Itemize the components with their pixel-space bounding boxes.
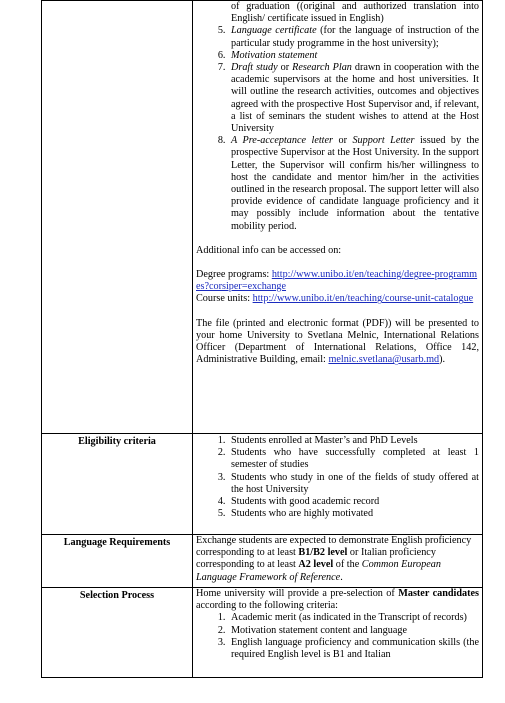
row-label-selection: Selection Process: [42, 588, 193, 678]
file-text: The file (printed and electronic format (PDF)) will be presented to your home University to Svetlana Melnic, International Relations Officer (Department of International Relations, Office 142, Administrative Building, email:: [196, 317, 479, 366]
degree-programs-label: Degree programs:: [196, 269, 272, 281]
documents-list: [196, 25, 479, 232]
text-part: of the: [333, 559, 362, 571]
additional-info-text: Additional info can be accessed on:: [196, 244, 342, 256]
list-item: 5. Students who are highly motivated: [228, 508, 479, 520]
item-emphasis: Language certificate: [231, 25, 317, 37]
text-part: Exchange students are expected to demonstrate English proficiency corresponding to at least: [196, 535, 472, 559]
language-text: [196, 535, 479, 584]
text-bold: B1/B2 level: [298, 547, 348, 559]
list-item: 2. Students who have successfully completed at least 1 semester of studies: [228, 447, 479, 471]
row-label-eligibility: Eligibility criteria: [42, 434, 193, 535]
text-emphasis: Common European Language Framework of Reference: [196, 559, 441, 583]
row-content-language: [193, 535, 483, 588]
list-item: 3. Students who study in one of the fields of study offered at the host University: [228, 472, 479, 496]
course-units-line: [196, 293, 479, 305]
row-content-documents: [193, 1, 483, 434]
eligibility-list: [196, 434, 479, 520]
item-emphasis: Motivation statement: [231, 49, 318, 61]
item-text: (for the language of instruction of the particular study programme in the host university);: [231, 25, 479, 49]
list-item: 4. Students with good academic record: [228, 496, 479, 508]
list-item: 1. Students enrolled at Master’s and PhD Levels: [228, 435, 479, 447]
info-table: [41, 0, 483, 678]
table-row-eligibility: [42, 434, 483, 535]
email-link[interactable]: melnic.svetlana@usarb.md: [328, 354, 440, 366]
selection-criteria-list: [196, 612, 479, 661]
continued-text: of graduation ((original and authorized translation into English/ certificate issued in English): [231, 1, 479, 25]
row-content-selection: [193, 588, 483, 678]
list-item: [228, 135, 479, 233]
item-text: drawn in cooperation with the academic supervisors at the home and host universities. It will outline the research activities, outcomes and objectives agreed with the prospective Host Supervisor and, if relevant, a list of seminars the student wishes to attend at the Host University: [231, 62, 479, 135]
course-units-link[interactable]: http://www.unibo.it/en/teaching/course-unit-catalogue: [252, 293, 474, 305]
degree-programs-line: [196, 269, 479, 293]
item-emphasis: Research Plan: [292, 62, 352, 74]
row-content-eligibility: [193, 434, 483, 535]
row-label-language: Language Requirements: [42, 535, 193, 588]
list-item: 2. Motivation statement content and language: [228, 625, 479, 637]
file-text-end: ).: [439, 354, 446, 366]
course-units-label: Course units:: [196, 293, 253, 305]
list-item: 3. English language proficiency and communication skills (the required English level is B1 and Italian: [228, 637, 479, 661]
text-bold: A2 level: [298, 559, 334, 571]
item-emphasis: A Pre-acceptance letter: [231, 135, 334, 147]
document-page: [41, 0, 482, 678]
text-part: .: [340, 571, 343, 583]
item-text: or: [333, 135, 353, 147]
text-bold: Master candidates: [398, 588, 480, 599]
text-part: according to the following criteria:: [196, 600, 339, 612]
item-emphasis: Support Letter: [352, 135, 415, 147]
table-row-language: [42, 535, 483, 588]
text-part: or Italian proficiency corresponding to at least: [196, 547, 436, 571]
row-label-documents: [42, 1, 193, 434]
item-text: or: [277, 62, 293, 74]
selection-intro: [196, 588, 479, 612]
degree-programs-link[interactable]: http://www.unibo.it/en/teaching/degree-programmes?corsiper=exchange: [196, 269, 478, 293]
list-item: [228, 62, 479, 135]
item-emphasis: Draft study: [231, 62, 278, 74]
list-item: [228, 25, 479, 49]
list-item: 1. Academic merit (as indicated in the Transcript of records): [228, 612, 479, 624]
file-submission-text: [196, 318, 479, 367]
list-item: [228, 50, 479, 62]
item-text: issued by the prospective Supervisor at the Host University. In the support Letter, the Supervisor will confirm his/her willingness to host the candidate and mentor him/her in the activities outlined in the research proposal. The support letter will also provide evidence of candidate language proficiency and it may possibly include information about the tentative mobility period.: [231, 135, 479, 232]
table-row-documents: [42, 1, 483, 434]
table-row-selection: [42, 588, 483, 678]
text-part: Home university will provide a pre-selection of: [196, 588, 399, 599]
